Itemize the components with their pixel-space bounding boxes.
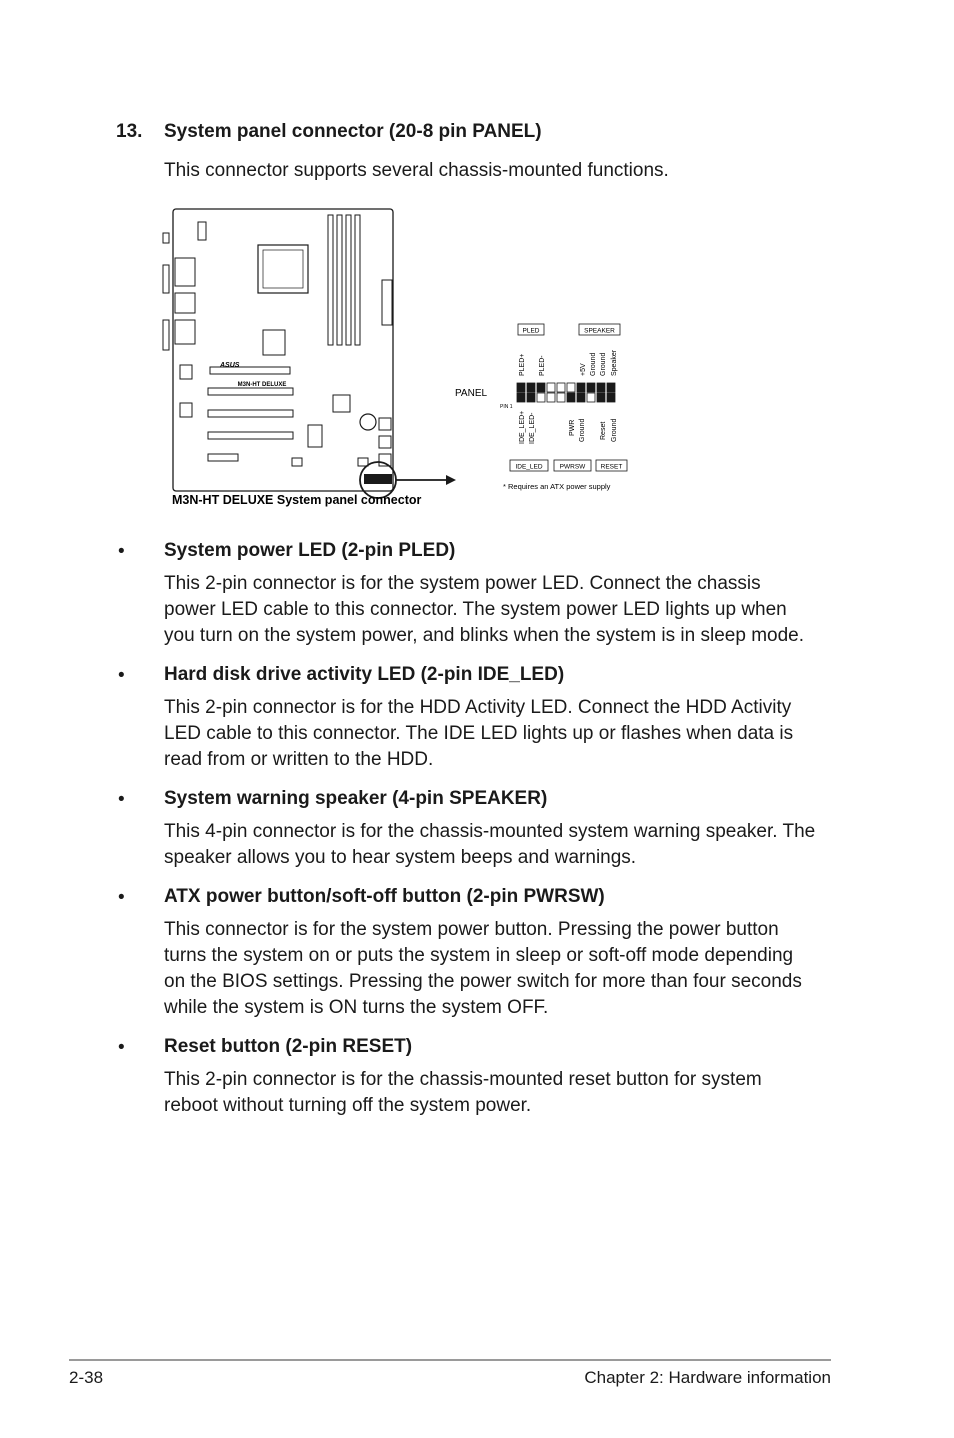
bullet-marker: • [118, 665, 125, 686]
item-title-speaker: System warning speaker (4-pin SPEAKER) [164, 788, 548, 809]
chapter-title: Chapter 2: Hardware information [584, 1368, 831, 1387]
item-body-reset: This 2-pin connector is for the chassis-mounted reset button for system reboot without turning off the system power. [164, 1069, 762, 1116]
bullet-marker: • [118, 789, 125, 810]
panel-connector-figure [150, 200, 650, 515]
rear-io [163, 222, 206, 350]
group-speaker: SPEAKER [584, 327, 615, 335]
arrow-icon [446, 475, 456, 485]
pin-ide-led-plus: IDE_LED+ [519, 410, 526, 444]
panel-header-location [364, 474, 392, 484]
pin-ground-3: Ground [579, 418, 586, 442]
pin-pwr: PWR [569, 419, 576, 436]
pin-pled-plus: PLED+ [519, 353, 526, 376]
group-pwrsw: PWRSW [559, 463, 586, 471]
pin-ide-led-minus: IDE_LED- [529, 412, 536, 444]
item-body-pled: This 2-pin connector is for the system power LED. Connect the chassis power LED cable to this connector. The system power LED lights up when you turn on the system power, and blinks when the system is in sleep mode. [164, 573, 804, 646]
item-title-pled: System power LED (2-pin PLED) [164, 540, 456, 561]
section-title: System panel connector (20-8 pin PANEL) [164, 121, 542, 142]
group-ide-led: IDE_LED [515, 463, 543, 471]
brand-logo: ASUS [220, 362, 240, 369]
pin-ground-2: Ground [600, 352, 607, 376]
bullet-marker: • [118, 1037, 125, 1058]
bullet-marker: • [118, 887, 125, 908]
pin-speaker: Speaker [611, 349, 618, 376]
panel-label: PANEL [455, 388, 488, 399]
pin1-label: PIN 1 [500, 404, 513, 410]
group-pled: PLED [522, 327, 540, 335]
item-body-pwrsw: This connector is for the system power button. Pressing the power button turns the system on or puts the system in sleep or soft-off mode depending on the BIOS settings. Pressing the power switch for more than four seconds while the system is ON turns the system OFF. [164, 919, 802, 1018]
pin-pled-minus: PLED- [539, 355, 546, 376]
pin-reset: Reset [600, 421, 607, 440]
battery-icon [360, 414, 376, 430]
pin-header [517, 383, 615, 402]
board-label: M3N-HT DELUXE [237, 382, 287, 388]
pin-ground-1: Ground [590, 352, 597, 376]
item-title-pwrsw: ATX power button/soft-off button (2-pin PWRSW) [164, 886, 605, 907]
memory-slots [328, 215, 360, 345]
group-reset: RESET [600, 463, 623, 471]
section-intro: This connector supports several chassis-mounted functions. [164, 160, 669, 181]
item-body-speaker: This 4-pin connector is for the chassis-mounted system warning speaker. The speaker allows you to hear system beeps and warnings. [164, 821, 816, 868]
cpu-socket [258, 245, 308, 293]
pin-5v: +5V [580, 363, 587, 376]
page-number: 2-38 [69, 1368, 104, 1387]
bullet-marker: • [118, 541, 125, 562]
item-title-reset: Reset button (2-pin RESET) [164, 1036, 413, 1057]
item-title-ide-led: Hard disk drive activity LED (2-pin IDE_LED) [164, 664, 565, 685]
footer-rule [69, 1359, 831, 1361]
item-body-ide-led: This 2-pin connector is for the HDD Activity LED. Connect the HDD Activity LED cable to this connector. The IDE LED lights up or flashes when data is read from or written to the HDD. [164, 697, 794, 770]
section-number: 13. [116, 121, 143, 142]
footnote: * Requires an ATX power supply [503, 482, 611, 491]
pin-ground-4: Ground [611, 418, 618, 442]
figure-caption: M3N-HT DELUXE System panel connector [172, 493, 422, 507]
